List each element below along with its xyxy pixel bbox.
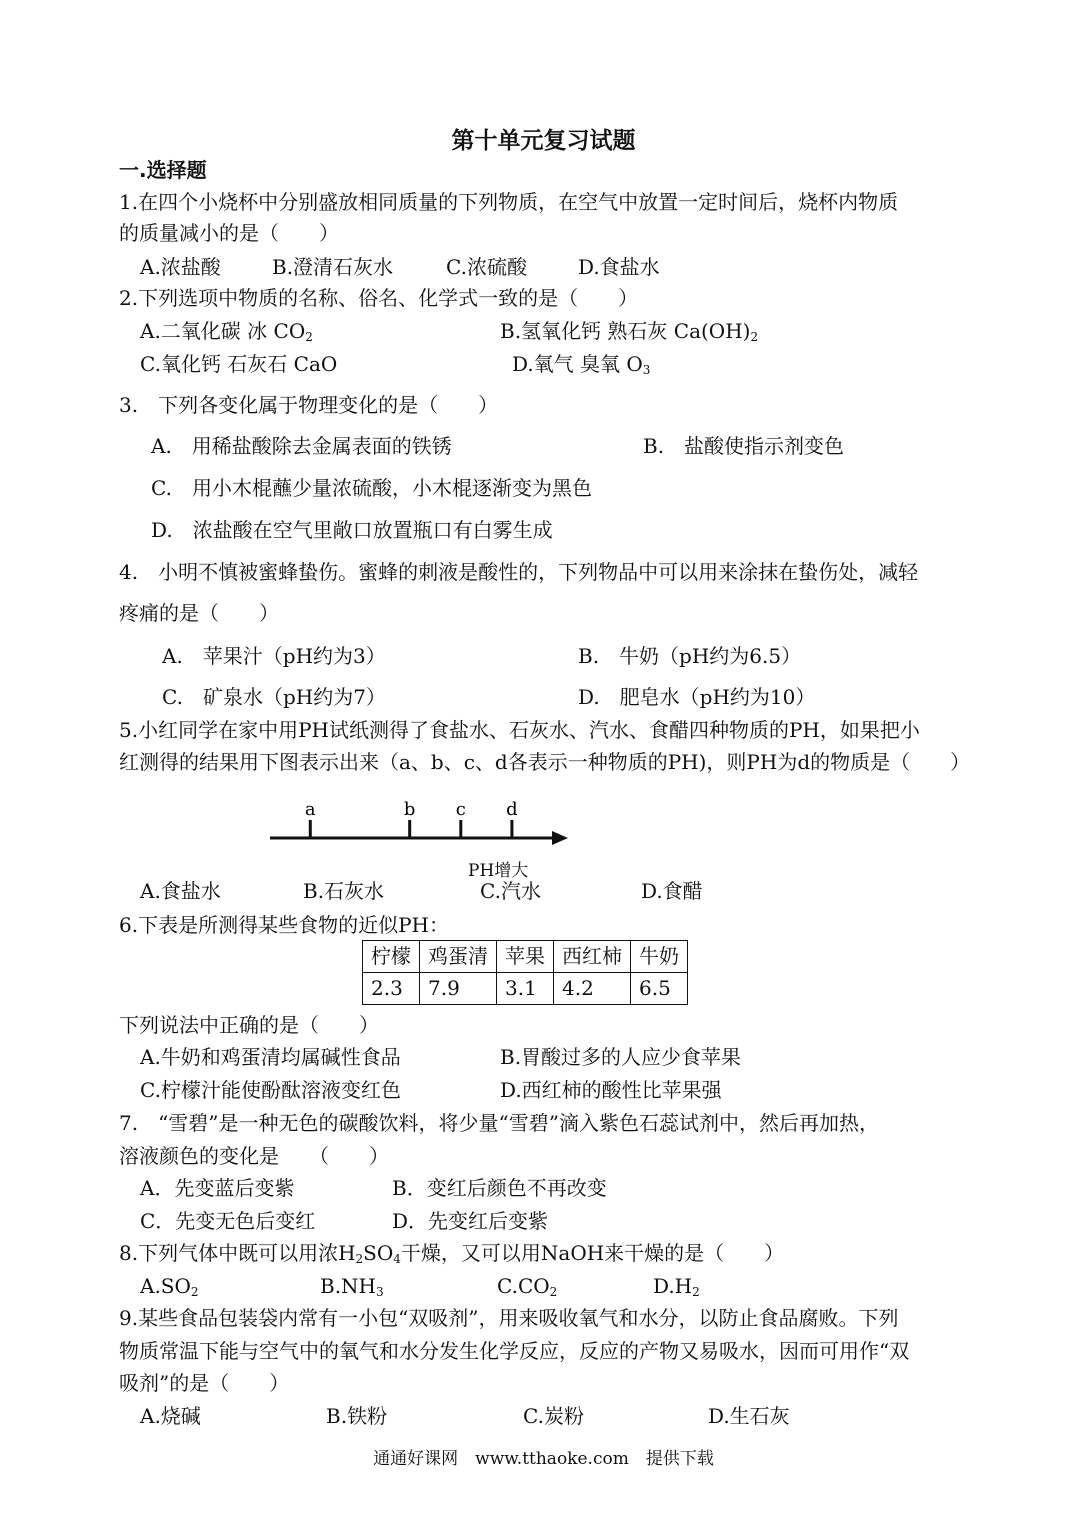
q8-option-c: $C.CO_2$	[497, 1274, 558, 1299]
q9-option-b: B.铁粉	[326, 1404, 388, 1428]
q2-option-b: B.氢氧化钙 熟石灰 $Ca(OH)_2$	[500, 319, 759, 344]
ph-table-cell: 4.2	[554, 973, 631, 1005]
q1-option-c: C.浓硫酸	[446, 255, 527, 279]
q8-stem: 8.下列气体中既可以用浓$H_2SO_4$干燥，又可以用NaOH来干燥的是（ ）	[119, 1241, 785, 1266]
q5-option-b: B.石灰水	[303, 879, 385, 903]
q4-stem-line2: 疼痛的是（ ）	[119, 601, 279, 625]
ph-table-header: 牛奶	[631, 941, 688, 973]
ph-axis-point-label-d: d	[506, 799, 518, 820]
section-heading: 一.选择题	[119, 158, 207, 182]
q1-option-a: A.浓盐酸	[140, 255, 221, 279]
q5-option-c: C.汽水	[480, 879, 541, 903]
ph-axis-point-label-c: c	[455, 799, 466, 820]
q6-option-a: A.牛奶和鸡蛋清均属碱性食品	[140, 1045, 401, 1069]
q6-option-d: D.西红柿的酸性比苹果强	[500, 1078, 722, 1102]
ph-table-header: 苹果	[497, 941, 554, 973]
q7-stem-line1: 7. “雪碧”是一种无色的碳酸饮料，将少量“雪碧”滴入紫色石蕊试剂中，然后再加热，	[119, 1111, 879, 1135]
q4-option-d: D. 肥皂水（pH约为10）	[578, 685, 816, 709]
q2-option-a: A.二氧化碳 冰 $CO_2$	[140, 319, 313, 344]
q5-option-d: D.食醋	[641, 879, 703, 903]
q7-stem-line2: 溶液颜色的变化是 （ ）	[119, 1144, 389, 1168]
q2-option-d: D.氧气 臭氧 $O_3$	[512, 352, 651, 377]
ph-table	[362, 940, 688, 1005]
q1-stem-line1: 1.在四个小烧杯中分别盛放相同质量的下列物质，在空气中放置一定时间后，烧杯内物质	[119, 190, 899, 214]
ph-table-cell: 6.5	[631, 973, 688, 1005]
q4-stem-line1: 4. 小明不慎被蜜蜂蛰伤。蜜蜂的刺液是酸性的，下列物品中可以用来涂抹在蛰伤处，减轻	[119, 560, 919, 584]
q5-stem-line2: 红测得的结果用下图表示出来（a、b、c、d各表示一种物质的PH)，则PH为d的物质是（ ）	[119, 750, 971, 774]
ph-table-header: 鸡蛋清	[420, 941, 497, 973]
q5-stem-line1: 5.小红同学在家中用PH试纸测得了食盐水、石灰水、汽水、食醋四种物质的PH，如果把小	[119, 718, 920, 742]
ph-axis-point-label-b: b	[403, 799, 416, 820]
q1-stem-line2: 的质量减小的是（ ）	[119, 221, 339, 245]
q7-option-b: B．变红后颜色不再改变	[392, 1176, 607, 1200]
q9-option-a: A.烧碱	[140, 1404, 201, 1428]
q1-option-d: D.食盐水	[578, 255, 660, 279]
ph-axis-diagram	[262, 798, 582, 888]
ph-table-cell: 7.9	[420, 973, 497, 1005]
q1-option-b: B.澄清石灰水	[272, 255, 394, 279]
q3-stem: 3. 下列各变化属于物理变化的是（ ）	[119, 393, 499, 417]
q3-option-a: A. 用稀盐酸除去金属表面的铁锈	[151, 434, 452, 458]
q7-option-d: D．先变红后变紫	[392, 1209, 549, 1233]
q3-option-c: C. 用小木棍蘸少量浓硫酸，小木棍逐渐变为黑色	[151, 476, 592, 500]
q4-option-c: C. 矿泉水（pH约为7）	[162, 685, 386, 709]
q7-option-c: C．先变无色后变红	[140, 1209, 316, 1233]
q9-stem-line2: 物质常温下能与空气中的氧气和水分发生化学反应，反应的产物又易吸水，因而可用作“双	[119, 1339, 910, 1363]
q8-option-d: $D.H_2$	[653, 1274, 700, 1299]
q8-option-a: $A.SO_2$	[140, 1274, 199, 1299]
q6-option-c: C.柠檬汁能使酚酞溶液变红色	[140, 1078, 401, 1102]
q4-option-b: B. 牛奶（pH约为6.5）	[578, 644, 802, 668]
ph-table-header: 西红柿	[554, 941, 631, 973]
q6-stem: 6.下表是所测得某些食物的近似PH：	[119, 913, 449, 937]
ph-axis-point-label-a: a	[304, 799, 316, 820]
ph-axis-arrowhead	[552, 831, 568, 845]
ph-table-cell: 3.1	[497, 973, 554, 1005]
q5-option-a: A.食盐水	[140, 879, 221, 903]
q9-option-d: D.生石灰	[708, 1404, 790, 1428]
q9-stem-line1: 9.某些食品包装袋内常有一小包“双吸剂”，用来吸收氧气和水分，以防止食品腐败。下列	[119, 1306, 899, 1330]
q6-option-b: B.胃酸过多的人应少食苹果	[500, 1045, 742, 1069]
page-footer: 通通好课网 www.tthaoke.com 提供下载	[373, 1449, 714, 1469]
q9-stem-line3: 吸剂”的是（ ）	[119, 1371, 290, 1395]
q3-option-d: D. 浓盐酸在空气里敞口放置瓶口有白雾生成	[151, 518, 553, 542]
q9-option-c: C.炭粉	[523, 1404, 584, 1428]
q8-option-b: $B.NH_3$	[320, 1274, 384, 1299]
q4-option-a: A. 苹果汁（pH约为3）	[162, 644, 386, 668]
q6-sub-stem: 下列说法中正确的是（ ）	[119, 1013, 379, 1037]
ph-axis-label: PH增大	[468, 861, 529, 881]
q2-option-c: C.氧化钙 石灰石 CaO	[140, 352, 338, 376]
q7-option-a: A．先变蓝后变紫	[140, 1176, 295, 1200]
q2-stem: 2.下列选项中物质的名称、俗名、化学式一致的是（ ）	[119, 286, 639, 310]
ph-table-header-row	[363, 941, 688, 973]
page-title: 第十单元复习试题	[451, 128, 636, 154]
q3-option-b: B. 盐酸使指示剂变色	[643, 434, 845, 458]
ph-table-header: 柠檬	[363, 941, 420, 973]
ph-table-value-row	[363, 973, 688, 1005]
ph-table-cell: 2.3	[363, 973, 420, 1005]
